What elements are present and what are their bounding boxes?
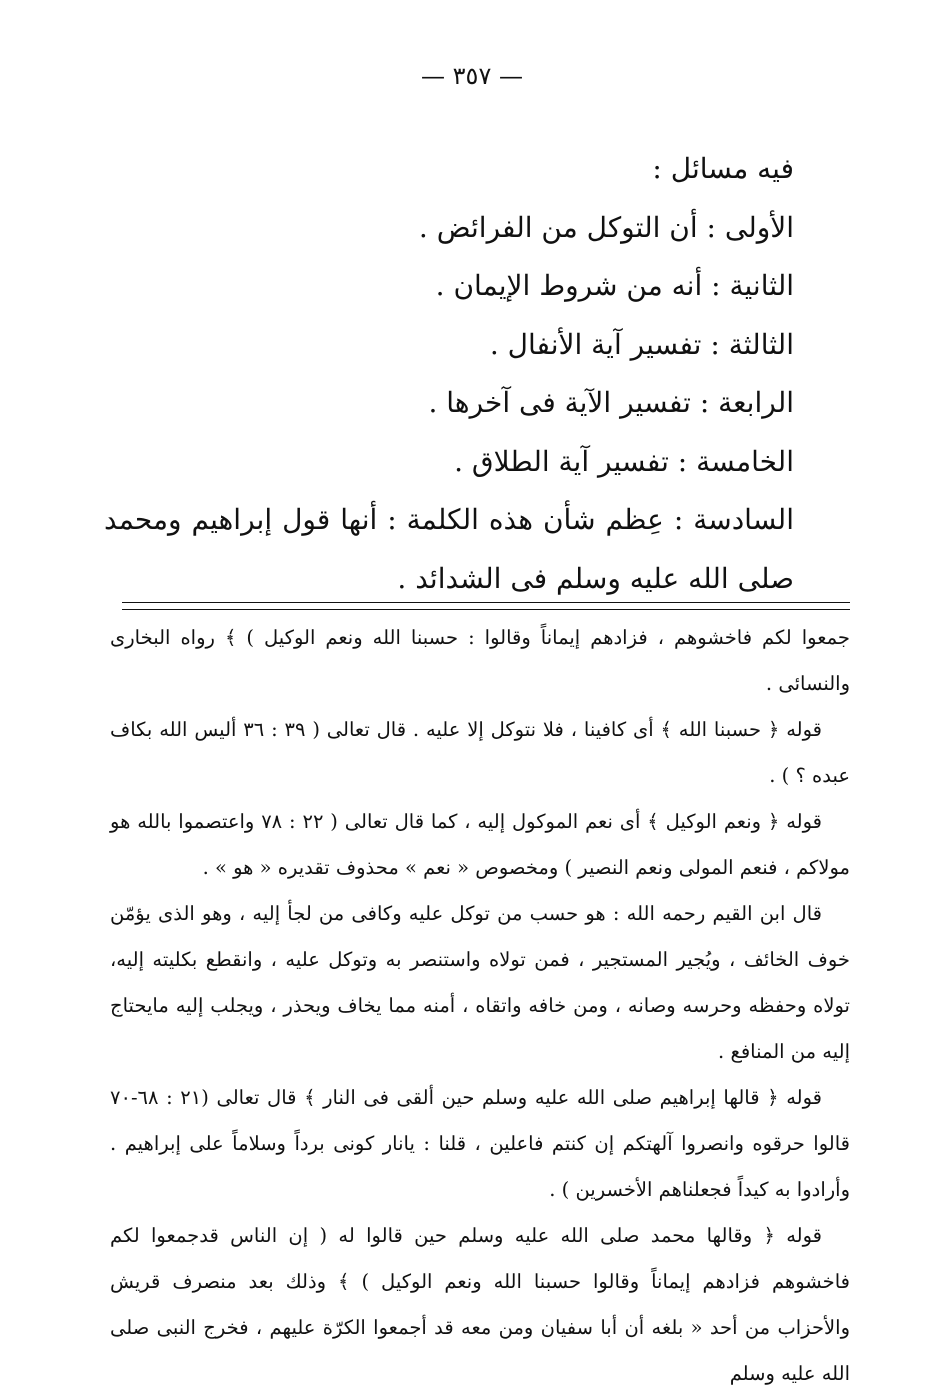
page-number: — ٣٥٧ — — [421, 62, 523, 90]
footnote-paragraph: قوله ﴿ حسبنا الله ﴾ أى كافينا ، فلا نتوكل إلا عليه . قال تعالى ( ٣٩ : ٣٦ أليس الله بكاف عبده ؟ ) . — [110, 718, 850, 787]
issues-section — [104, 140, 794, 608]
footnote-divider — [122, 602, 850, 603]
issue-item: الثالثة : تفسير آية الأنفال . — [489, 327, 794, 361]
footnote-paragraph: قوله ﴿ وقالها محمد صلى الله عليه وسلم حين قالوا له ( إن الناس قدجمعوا لكم فاخشوهم فزادهم إيماناً وقالوا حسبنا الله ونعم الوكيل ) ﴾ وذلك بعد منصرف قريش والأحزاب من أحد « بلغه أن أبا سفيان ومن معه قد أجمعوا الكرّة عليهم ، فخرج النبى صلى الله عليه وسلم — [110, 1224, 850, 1385]
issue-item: الخامسة : تفسير آية الطلاق . — [454, 444, 794, 478]
issues-heading: فيه مسائل : — [652, 152, 794, 185]
footnote-paragraph: جمعوا لكم فاخشوهم ، فزادهم إيماناً وقالوا : حسبنا الله ونعم الوكيل ) ﴾ رواه البخارى والنسائى . — [110, 626, 850, 695]
issue-item: الثانية : أنه من شروط الإيمان . — [435, 269, 794, 302]
footnote-paragraph: قوله ﴿ ونعم الوكيل ﴾ أى نعم الموكول إليه ، كما قال تعالى ( ٢٢ : ٧٨ واعتصموا بالله هو مولاكم ، فنعم المولى ونعم النصير ) ومخصوص « نعم » محذوف تقديره « هو » . — [110, 810, 850, 879]
issue-item: الأولى : أن التوكل من الفرائض . — [418, 210, 794, 244]
issue-item: الرابعة : تفسير الآية فى آخرها . — [428, 386, 794, 419]
footnotes-section — [110, 615, 850, 1397]
footnote-divider — [122, 609, 850, 610]
issue-item: السادسة : عِظم شأن هذه الكلمة : أنها قول إبراهيم ومحمد صلى الله عليه وسلم فى الشدائد . — [104, 503, 794, 595]
footnote-paragraph: قال ابن القيم رحمه الله : هو حسب من توكل عليه وكافى من لجأ إليه ، وهو الذى يؤمّن خوف الخائف ، ويُجير المستجير ، فمن تولاه واستنصر به وتوكل عليه ، وانقطع بكليته إليه، تولاه وحفظه وحرسه وصانه ، ومن خافه واتقاه ، أمنه مما يخاف ويحذر ، ويجلب إليه مايحتاج إليه من المنافع . — [110, 902, 850, 1063]
footnote-paragraph: قوله ﴿ قالها إبراهيم صلى الله عليه وسلم حين ألقى فى النار ﴾ قال تعالى (٢١ : ٦٨-٧٠ قالوا حرقوه وانصروا آلهتكم إن كنتم فاعلين ، قلنا : يانار كونى برداً وسلاماً على إبراهيم . وأرادوا به كيداً فجعلناهم الأخسرين ) . — [110, 1086, 850, 1201]
